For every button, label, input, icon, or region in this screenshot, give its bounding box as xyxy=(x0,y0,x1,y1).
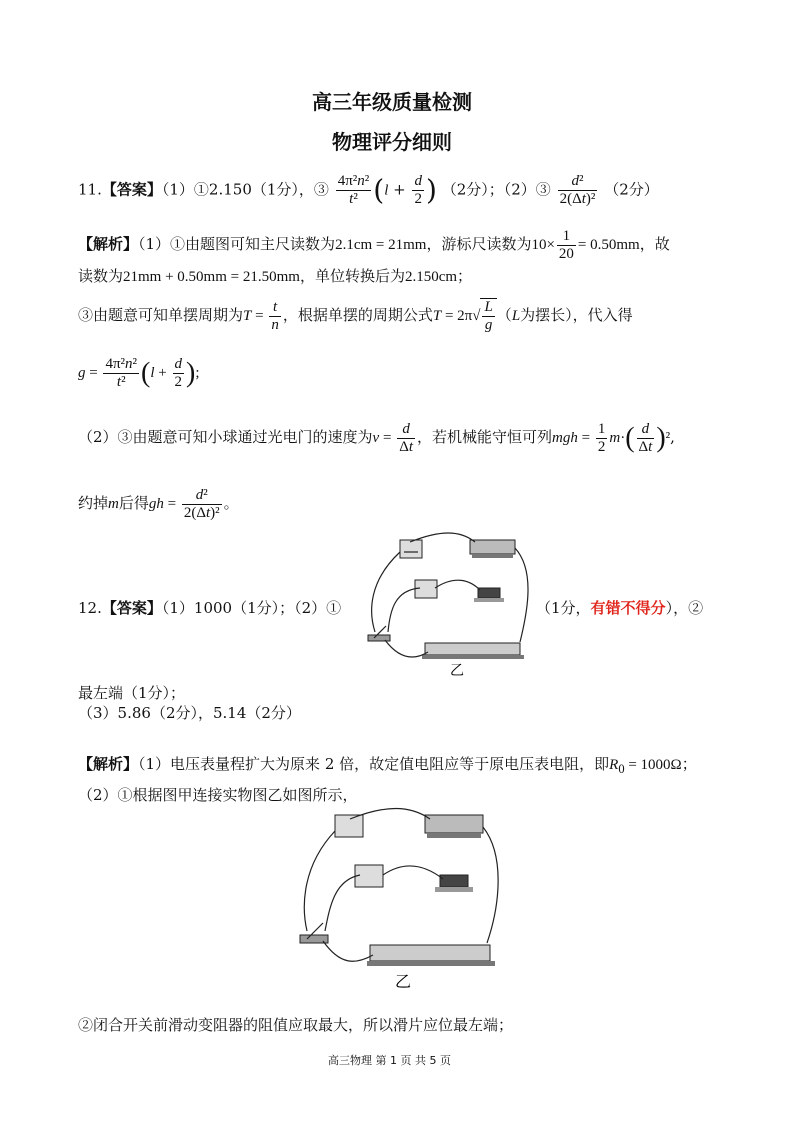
switch-large xyxy=(300,923,328,943)
q11-answer-line: 11.【答案】（1）①2.150（1分），③ $\frac{\text{4π²n²}}{\text{t²}}$ (l + $\frac{d}{2}$ ) （2分）；（2）③ $\frac{\text{d²}}{\text{2(Δt)²}}$ （2分） xyxy=(78,173,659,207)
q11-formula-gh: $\frac{\text{d²}}{\text{2(Δt)²}}$ xyxy=(559,173,596,207)
q12-analysis-tag: 【解析】 xyxy=(78,755,139,773)
voltmeter-top-large xyxy=(335,815,363,837)
q12-answer-right xyxy=(536,596,703,620)
q11-a2-eq: 21mm + 0.50mm = 21.50mm xyxy=(123,269,300,285)
fig-label-small: 乙 xyxy=(450,663,464,679)
q12-score-end: ），② xyxy=(665,599,704,617)
q11-a3b: ，根据单摆的周期公式 xyxy=(282,306,433,324)
q12-part3: （3）5.86（2分），5.14（2分） xyxy=(78,704,301,722)
voltmeter-mid xyxy=(415,580,437,598)
resistor xyxy=(474,588,504,602)
q11-a6b: 后得 xyxy=(118,494,149,512)
q11-number: 11. xyxy=(78,180,102,199)
rheostat xyxy=(470,540,515,558)
q12-answer-left xyxy=(78,596,341,620)
q11-a2b: ，单位转换后为 xyxy=(299,267,405,285)
q11-a2c: 2.150cm xyxy=(404,269,458,285)
rheostat-large xyxy=(425,815,483,838)
q12-b1-end: ； xyxy=(681,755,697,773)
q11-analysis-line5: （2）③由题意可知小球通过光电门的速度为v = $\frac{d}{\Delta t}$ ，若机械能守恒可列mgh = $\frac{1}{2}$ m·( $\frac{d}{\Delta t}$ )², xyxy=(78,421,675,456)
q12-answer-tag: 【答案】 xyxy=(101,599,162,617)
q11-a1-eq: 2.1cm = 21mm xyxy=(335,236,427,253)
q12-analysis-line3: ②闭合开关前滑动变阻器的阻值应取最大，所以滑片应位最左端； xyxy=(78,1016,514,1034)
q11-score-2: （2分）；（2）③ xyxy=(441,180,551,199)
q11-g-formula: g = $\frac{\text{4π²n²}}{\text{t²}}$ (l + $\frac{d}{2}$ ); xyxy=(78,356,200,390)
q12-analysis-line1: 【解析】（1）电压表量程扩大为原来 2 倍，故定值电阻应等于原电压表电阻，即$R_0 = 1000\Omega$； xyxy=(78,755,697,776)
q11-a1: （1）①由题图可知主尺读数为 xyxy=(138,234,336,253)
q12-score-red: 有错不得分 xyxy=(590,599,666,617)
q11-a3: ③由题意可知单摆周期为 xyxy=(78,306,244,324)
q11-a5: （2）③由题意可知小球通过光电门的速度为 xyxy=(78,428,373,446)
voltmeter-top xyxy=(400,540,422,558)
fig-label-large: 乙 xyxy=(395,972,412,991)
q11-analysis-tag: 【解析】 xyxy=(78,234,139,253)
q11-formula-g: $\frac{\text{4π²n²}}{\text{t²}}$ xyxy=(337,173,370,207)
q12-b1: （1）电压表量程扩大为原来 2 倍，故定值电阻应等于原电压表电阻，即 xyxy=(138,755,610,773)
voltmeter-mid-large xyxy=(355,865,383,887)
battery-large xyxy=(367,945,495,966)
q11-analysis-line1: 【解析】（1）①由题图可知主尺读数为2.1cm = 21mm，游标尺读数为10× $\frac{1}{20}$ = 0.50mm，故 xyxy=(78,228,670,262)
circuit-figure-large xyxy=(295,805,505,995)
page-footer: 高三物理 第 1 页 共 5 页 xyxy=(328,1054,451,1067)
page-subtitle: 物理评分细则 xyxy=(332,130,452,154)
q12-b1-eq: = 1000Ω xyxy=(628,757,682,773)
q12-score: （1分， xyxy=(536,599,591,617)
q12-cont: 最左端（1分）； xyxy=(78,684,186,702)
q11-answer-tag: 【答案】 xyxy=(101,180,162,199)
circuit-figure-small xyxy=(360,530,530,680)
q11-analysis-line6: 约掉m后得gh = $\frac{\text{d²}}{\text{2(Δt)²}}$ 。 xyxy=(78,487,239,522)
q11-a5b: ，若机械能守恒可列 xyxy=(417,428,553,446)
battery xyxy=(422,643,524,659)
switch xyxy=(368,626,390,641)
q11-a6: 约掉 xyxy=(78,494,109,512)
q12-answer-part1: （1）1000（1分）；（2）① xyxy=(161,599,342,617)
q12-analysis-line2: （2）①根据图甲连接实物图乙如图所示， xyxy=(78,786,358,804)
q11-a2: 读数为 xyxy=(78,267,124,285)
q12-number: 12. xyxy=(78,599,102,617)
q11-a3c: （ xyxy=(496,306,512,324)
q11-a6c: 。 xyxy=(223,494,239,512)
q11-score-end: （2分） xyxy=(604,180,659,199)
q11-a2d: ； xyxy=(457,267,473,285)
q11-answer-part1: （1）①2.150（1分），③ xyxy=(161,180,329,199)
q11-a1c: ，故 xyxy=(639,234,670,253)
q11-a3d: 为摆长），代入得 xyxy=(520,306,633,324)
q11-analysis-line2 xyxy=(78,264,472,289)
page-title: 高三年级质量检测 xyxy=(312,90,472,114)
q11-a1b: ，游标尺读数为 xyxy=(426,234,532,253)
q11-analysis-line3: ③由题意可知单摆周期为T = $\frac{t}{n}$ ，根据单摆的周期公式T = 2π√ $\frac{L}{g}$ （L为摆长），代入得 xyxy=(78,299,633,334)
